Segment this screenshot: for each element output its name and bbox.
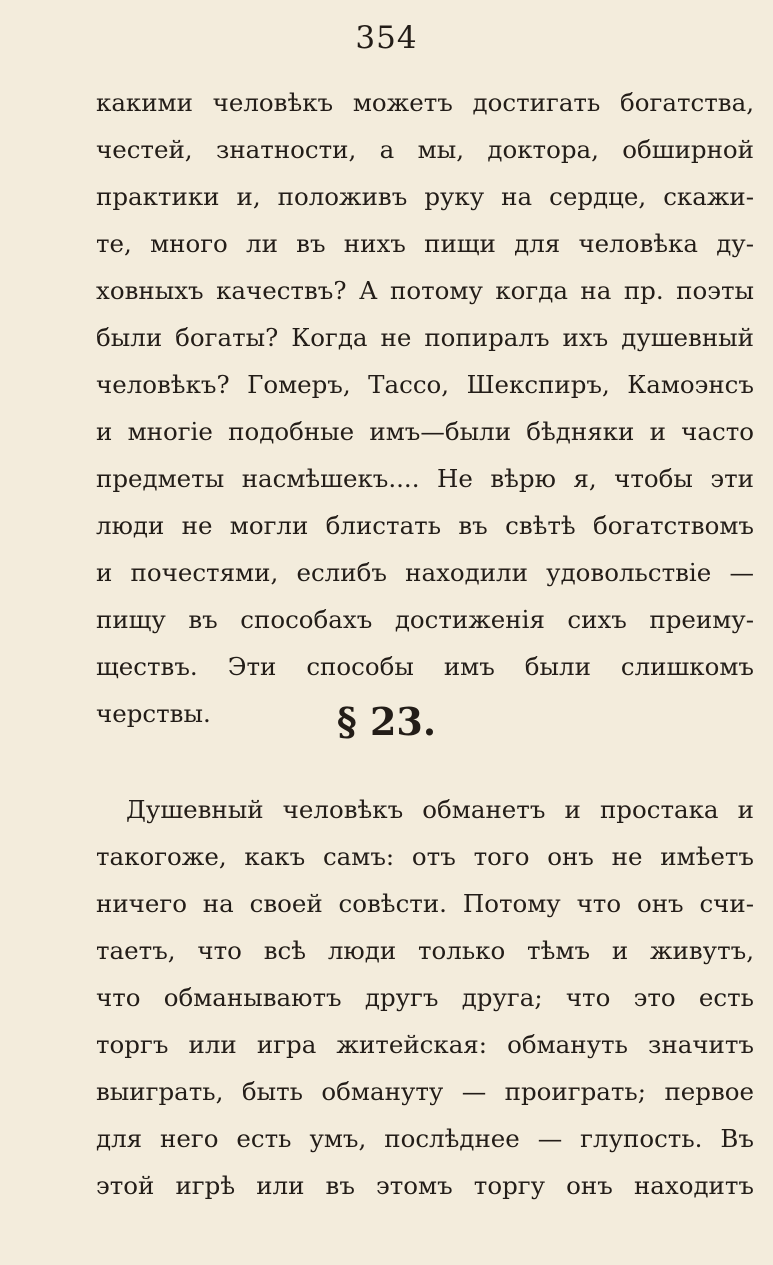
text-line: какими человѣкъ можетъ достигать богатства,: [96, 88, 754, 117]
text-line: ховныхъ качествъ? А потому когда на пр. поэты: [96, 276, 754, 305]
text-line: ничего на своей совѣсти. Потому что онъ счи-: [96, 889, 754, 918]
text-line: этой игрѣ или въ этомъ торгу онъ находитъ: [96, 1171, 754, 1200]
text-line: что обманываютъ другъ друга; что это есть: [96, 983, 754, 1012]
text-line: и почестями, еслибъ находили удовольствіе —: [96, 558, 754, 587]
text-line: люди не могли блистать въ свѣтѣ богатствомъ: [96, 511, 754, 540]
page-number: 354: [355, 20, 418, 56]
text-line: Душевный человѣкъ обманетъ и простака и: [126, 795, 754, 824]
text-line: и многіе подобные имъ—были бѣдняки и часто: [96, 417, 754, 446]
text-line: предметы насмѣшекъ.... Не вѣрю я, чтобы эти: [96, 464, 754, 493]
text-line: ществъ. Эти способы имъ были слишкомъ: [96, 652, 754, 681]
section-heading: § 23.: [336, 699, 437, 744]
paragraph-2: [96, 786, 754, 1209]
text-line: пищу въ способахъ достиженія сихъ преиму-: [96, 605, 754, 634]
paragraph-1: [96, 79, 754, 737]
text-line: те, много ли въ нихъ пищи для человѣка ду-: [96, 229, 754, 258]
text-line: человѣкъ? Гомеръ, Тассо, Шекспиръ, Камоэнсъ: [96, 370, 754, 399]
text-line: выиграть, быть обмануту — проиграть; первое: [96, 1077, 754, 1106]
text-line: таетъ, что всѣ люди только тѣмъ и живутъ,: [96, 936, 754, 965]
text-line: такогоже, какъ самъ: отъ того онъ не имѣетъ: [96, 842, 754, 871]
text-line: практики и, положивъ руку на сердце, скажи-: [96, 182, 754, 211]
text-line: торгъ или игра житейская: обмануть значитъ: [96, 1030, 754, 1059]
text-line: черствы.: [96, 699, 211, 728]
text-line: были богаты? Когда не попиралъ ихъ душевный: [96, 323, 754, 352]
text-line: честей, знатности, а мы, доктора, обширной: [96, 135, 754, 164]
text-line: для него есть умъ, послѣднее — глупость. Въ: [96, 1124, 754, 1153]
